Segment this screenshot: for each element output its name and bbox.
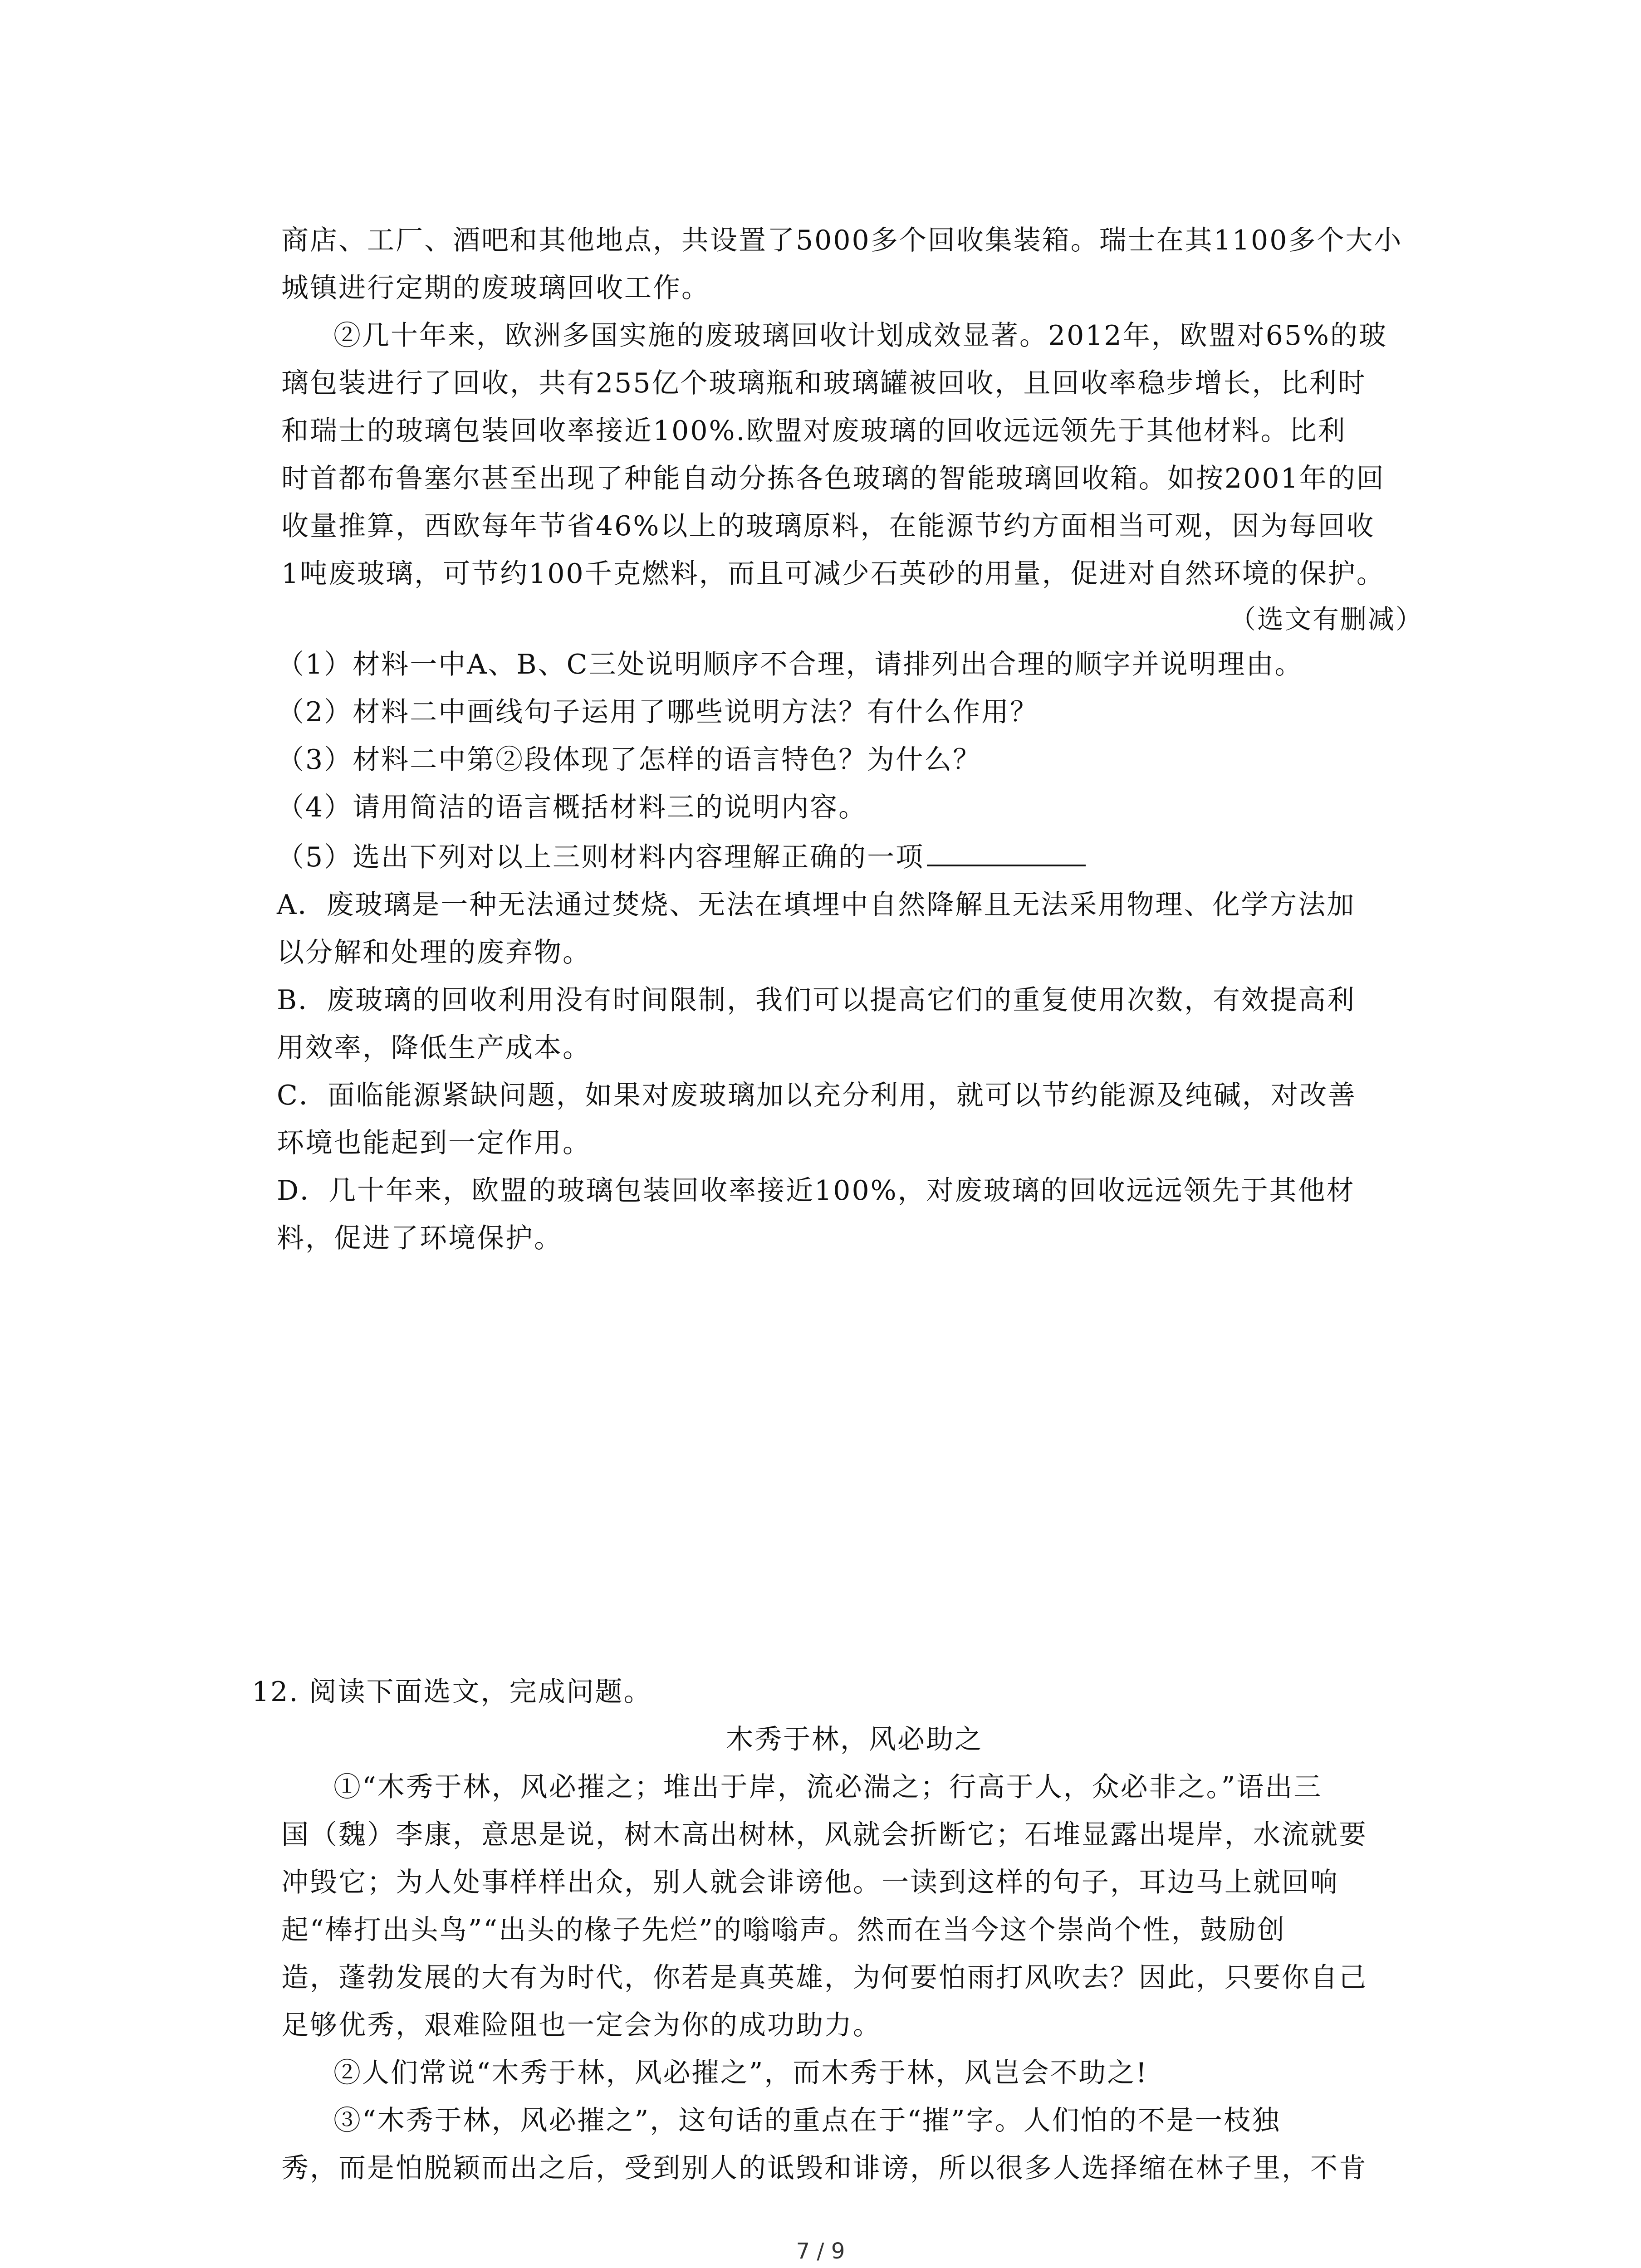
- q12-line-2: 国（魏）李康，意思是说，树木高出树林，风就会折断它；石堆显露出堤岸，水流就要: [281, 1819, 1367, 1851]
- question-5: [277, 835, 1086, 880]
- passage-line-3: ②几十年来，欧洲多国实施的废玻璃回收计划成效显著。2012年，欧盟对65%的玻: [333, 320, 1388, 352]
- option-a-line-1: A．废玻璃是一种无法通过焚烧、无法在填埋中自然降解且无法采用物理、化学方法加: [277, 889, 1356, 921]
- option-b-line-2: 用效率，降低生产成本。: [277, 1032, 591, 1064]
- q12-line-1: ①“木秀于林，风必摧之；堆出于岸，流必湍之；行高于人，众必非之。”语出三: [333, 1771, 1323, 1803]
- question-1: （1）材料一中A、B、C三处说明顺序不合理，请排列出合理的顺字并说明理由。: [277, 649, 1303, 680]
- page-number: 7 / 9: [796, 2239, 845, 2264]
- option-a-line-2: 以分解和处理的废弃物。: [277, 937, 591, 968]
- option-c-line-2: 环境也能起到一定作用。: [277, 1127, 591, 1159]
- answer-blank[interactable]: [927, 838, 1086, 866]
- passage-line-5: 和瑞士的玻璃包装回收率接近100%.欧盟对废玻璃的回收远远领先于其他材料。比利: [281, 415, 1347, 447]
- q12-line-7: ②人们常说“木秀于林，风必摧之”，而木秀于林，风岂会不助之!: [333, 2057, 1148, 2089]
- q12-line-3: 冲毁它；为人处事样样出众，别人就会诽谤他。一读到这样的句子，耳边马上就回响: [281, 1867, 1339, 1898]
- question-5-text: （5）选出下列对以上三则材料内容理解正确的一项: [277, 841, 925, 873]
- q12-line-4: 起“棒打出头鸟”“出头的椽子先烂”的嗡嗡声。然而在当今这个崇尚个性，鼓励创: [281, 1914, 1286, 1946]
- q12-line-6: 足够优秀，艰难险阻也一定会为你的成功助力。: [281, 2009, 882, 2041]
- option-d-line-2: 料，促进了环境保护。: [277, 1222, 563, 1254]
- q12-heading: 12. 阅读下面选文，完成问题。: [252, 1676, 652, 1708]
- passage-line-7: 收量推算，西欧每年节省46%以上的玻璃原料，在能源节约方面相当可观，因为每回收: [281, 510, 1375, 542]
- q12-line-8: ③“木秀于林，风必摧之”，这句话的重点在于“摧”字。人们怕的不是一枝独: [333, 2105, 1281, 2136]
- option-d-line-1: D．几十年来，欧盟的玻璃包装回收率接近100%，对废玻璃的回收远远领先于其他材: [277, 1175, 1355, 1207]
- q12-title: 木秀于林，风必助之: [726, 1724, 983, 1755]
- option-b-line-1: B．废玻璃的回收利用没有时间限制，我们可以提高它们的重复使用次数，有效提高利: [277, 984, 1356, 1016]
- passage-line-6: 时首都布鲁塞尔甚至出现了种能自动分拣各色玻璃的智能玻璃回收箱。如按2001年的回: [281, 463, 1385, 494]
- passage-line-4: 璃包装进行了回收，共有255亿个玻璃瓶和玻璃罐被回收，且回收率稳步增长，比利时: [281, 367, 1367, 399]
- option-c-line-1: C．面临能源紧缺问题，如果对废玻璃加以充分利用，就可以节约能源及纯碱，对改善: [277, 1080, 1357, 1111]
- passage-line-8: 1吨废玻璃，可节约100千克燃料，而且可减少石英砂的用量，促进对自然环境的保护。: [281, 558, 1385, 590]
- question-3: （3）材料二中第②段体现了怎样的语言特色？为什么？: [277, 744, 982, 776]
- passage-line-1: 商店、工厂、酒吧和其他地点，共设置了5000多个回收集装箱。瑞士在其1100多个大小: [281, 225, 1403, 256]
- q12-line-9: 秀，而是怕脱颖而出之后，受到别人的诋毁和诽谤，所以很多人选择缩在林子里，不肯: [281, 2152, 1367, 2184]
- question-2: （2）材料二中画线句子运用了哪些说明方法？有什么作用？: [277, 696, 1039, 728]
- q12-line-5: 造，蓬勃发展的大有为时代，你若是真英雄，为何要怕雨打风吹去？因此，只要你自己: [281, 1962, 1367, 1994]
- source-note: （选文有删减）: [1230, 604, 1424, 635]
- passage-line-2: 城镇进行定期的废玻璃回收工作。: [281, 272, 710, 304]
- question-4: （4）请用简洁的语言概括材料三的说明内容。: [277, 792, 867, 823]
